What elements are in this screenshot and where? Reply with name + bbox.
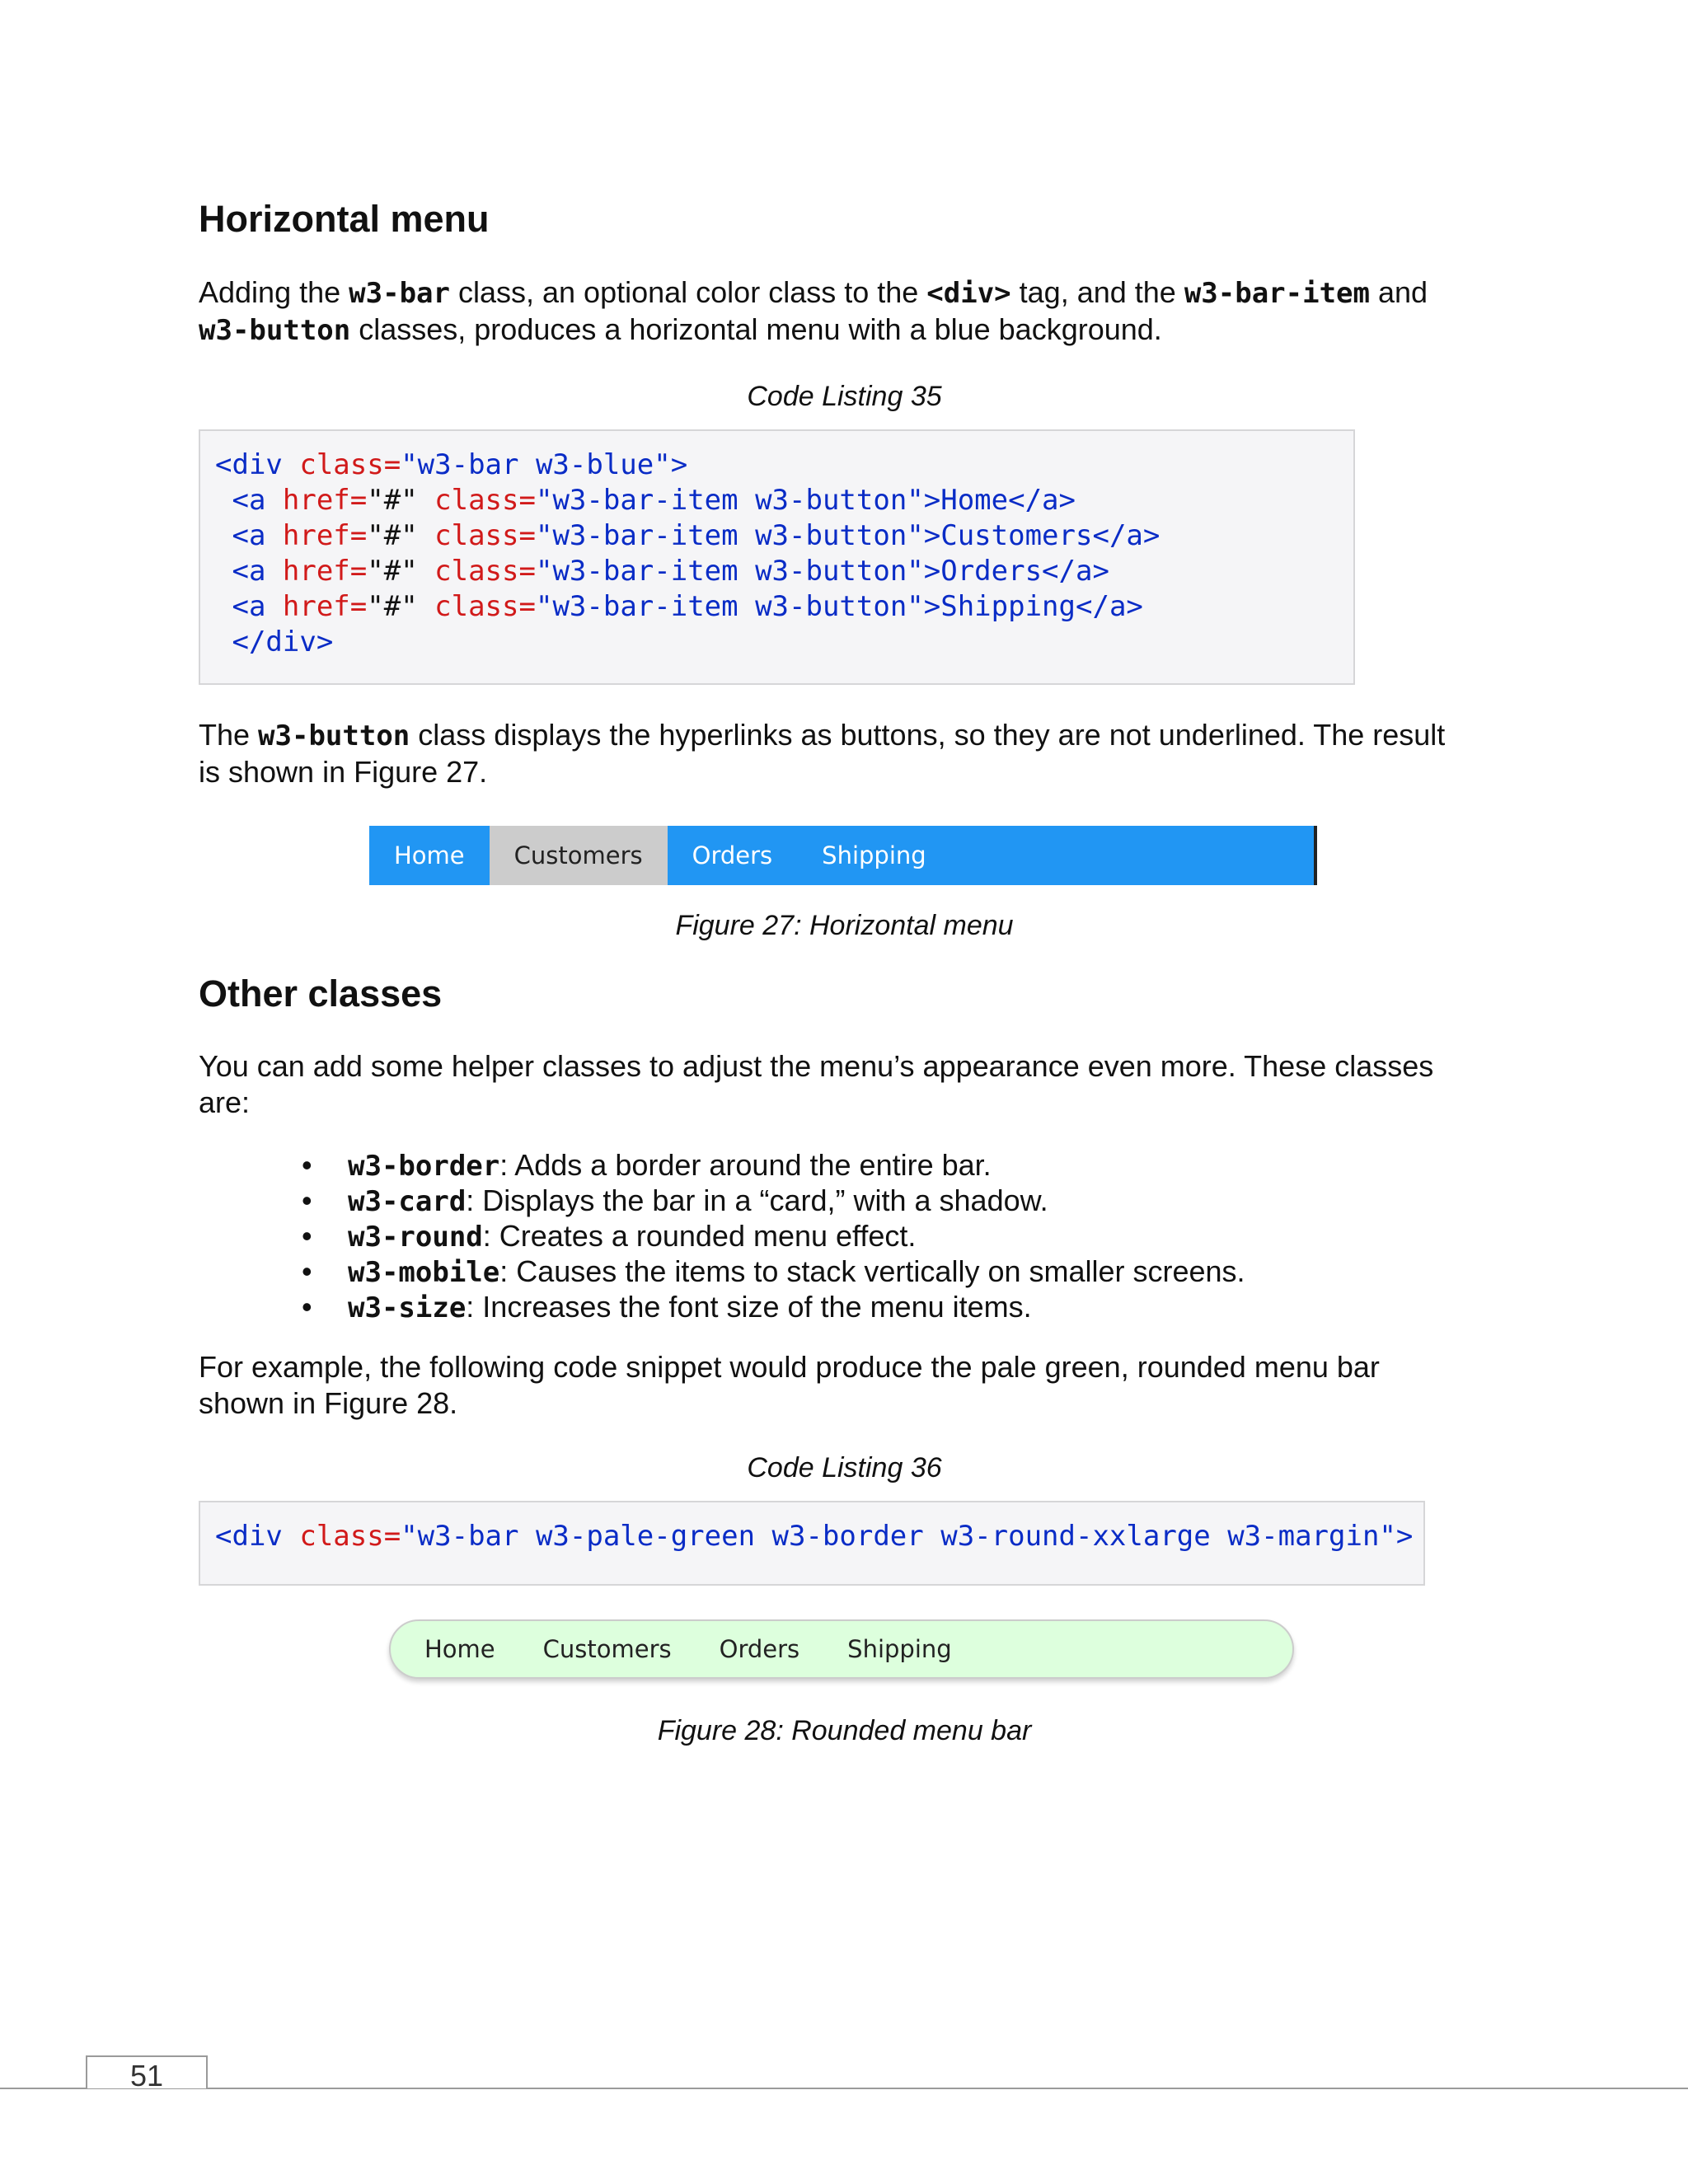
text: : Increases the font size of the menu items. <box>466 1290 1032 1324</box>
figure-28-caption: Figure 28: Rounded menu bar <box>657 1715 1032 1746</box>
text: : Adds a border around the entire bar. <box>499 1148 992 1182</box>
text: class, an optional color class to the <box>449 275 927 309</box>
bullet: • <box>302 1290 312 1324</box>
text: are: <box>199 1085 251 1119</box>
inline-code: w3-button <box>258 719 410 752</box>
text: For example, the following code snippet would produce the pale green, rounded menu bar <box>199 1350 1380 1384</box>
code-line: <a href="#" class="w3-bar-item w3-button">Orders</a> <box>215 555 1109 588</box>
text: : Creates a rounded menu effect. <box>482 1219 917 1253</box>
menu-item-orders[interactable]: Orders <box>719 1635 800 1663</box>
text: : Displays the bar in a “card,” with a shadow. <box>466 1183 1048 1217</box>
helper-classes-list <box>302 1148 1245 1325</box>
text: classes, produces a horizontal menu with a blue background. <box>350 312 1162 346</box>
inline-code: w3-button <box>199 314 351 347</box>
menu-item-orders[interactable]: Orders <box>692 841 773 869</box>
bullet: • <box>302 1219 312 1253</box>
code-listing-35 <box>199 429 1355 685</box>
inline-code: w3-border <box>348 1150 500 1183</box>
bullet: • <box>302 1148 312 1182</box>
code-line: <div class="w3-bar w3-blue"> <box>215 448 688 481</box>
list-item <box>302 1219 1245 1254</box>
code-line: <div class="w3-bar w3-pale-green w3-border w3-round-xxlarge w3-margin"> <box>215 1520 1414 1553</box>
code-listing-caption: Code Listing 35 <box>747 381 942 412</box>
list-item <box>302 1183 1245 1219</box>
text: You can add some helper classes to adjust the menu’s appearance even more. These classes <box>199 1049 1434 1083</box>
text: and <box>1370 275 1428 309</box>
text: : Causes the items to stack vertically on smaller screens. <box>499 1254 1245 1288</box>
inline-code: w3-size <box>348 1291 467 1324</box>
text: tag, and the <box>1010 275 1184 309</box>
footer-rule <box>0 2088 1688 2089</box>
example-paragraph <box>199 1349 1484 1422</box>
code-line: </div> <box>215 626 334 658</box>
bullet: • <box>302 1183 312 1217</box>
helpers-intro <box>199 1048 1484 1121</box>
inline-code: w3-bar-item <box>1184 277 1370 310</box>
menu-item-shipping[interactable]: Shipping <box>822 841 926 869</box>
menu-item-customers[interactable]: Customers <box>542 1635 672 1663</box>
code-line: <a href="#" class="w3-bar-item w3-button">Customers</a> <box>215 519 1160 552</box>
text: class displays the hyperlinks as buttons, so they are not underlined. The result <box>410 718 1446 752</box>
text: Adding the <box>199 275 349 309</box>
figure-27-blue-menu-bar <box>369 826 1317 885</box>
inline-code: w3-round <box>348 1221 483 1254</box>
menu-item-home[interactable]: Home <box>394 841 465 869</box>
inline-code: w3-bar <box>349 277 450 310</box>
section-heading-horizontal-menu: Horizontal menu <box>199 198 490 240</box>
code-listing-caption: Code Listing 36 <box>747 1452 942 1483</box>
page-number: 51 <box>129 2059 164 2093</box>
figure-27-caption: Figure 27: Horizontal menu <box>675 910 1014 941</box>
code-line: <a href="#" class="w3-bar-item w3-button">Home</a> <box>215 484 1076 517</box>
text: is shown in Figure 27. <box>199 755 488 789</box>
inline-code: w3-mobile <box>348 1256 500 1289</box>
list-item <box>302 1290 1245 1325</box>
menu-item-customers[interactable]: Customers <box>490 826 668 885</box>
result-paragraph <box>199 717 1484 790</box>
figure-28-rounded-menu-bar <box>389 1619 1294 1679</box>
list-item <box>302 1148 1245 1183</box>
inline-code: w3-card <box>348 1185 467 1218</box>
intro-paragraph <box>199 274 1484 349</box>
inline-code: <div> <box>926 277 1011 310</box>
code-line: <a href="#" class="w3-bar-item w3-button">Shipping</a> <box>215 590 1143 623</box>
text: shown in Figure 28. <box>199 1386 458 1420</box>
code-listing-36 <box>199 1501 1425 1586</box>
menu-item-home[interactable]: Home <box>424 1635 495 1663</box>
section-heading-other-classes: Other classes <box>199 972 443 1015</box>
list-item <box>302 1254 1245 1290</box>
bullet: • <box>302 1254 312 1288</box>
text: The <box>199 718 259 752</box>
menu-item-shipping[interactable]: Shipping <box>847 1635 952 1663</box>
